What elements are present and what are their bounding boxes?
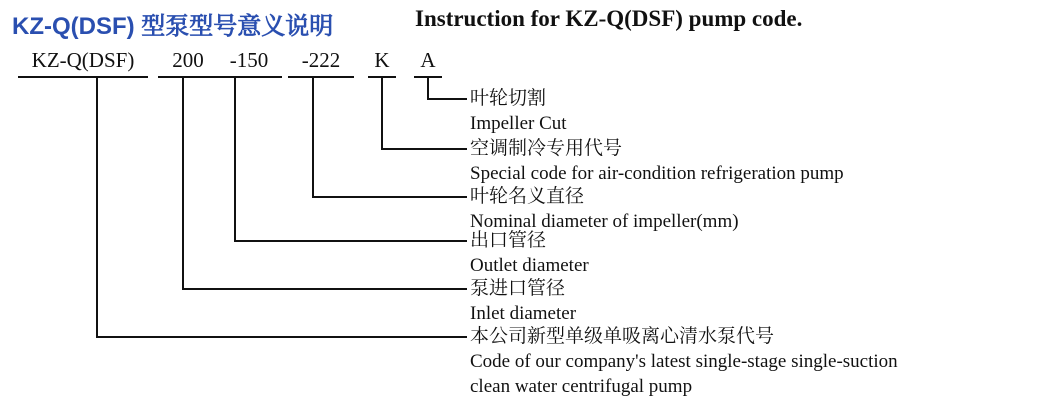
- leader-vline-nominal-diameter: [312, 76, 314, 198]
- callout-impeller-cut: [470, 86, 567, 136]
- page-title-en: Instruction for KZ-Q(DSF) pump code.: [415, 6, 803, 31]
- code-token-underline-inlet: [158, 76, 218, 78]
- callout-inlet-diameter-cn: 泵进口管径: [470, 278, 566, 299]
- callout-nominal-diameter-cn: 叶轮名义直径: [470, 186, 585, 207]
- callout-outlet-diameter-cn: 出口管径: [470, 230, 547, 251]
- callout-company-code-cn: 本公司新型单级单吸离心清水泵代号: [470, 326, 775, 347]
- leader-hline-impeller-cut: [427, 98, 467, 100]
- code-token-outlet: -150: [229, 48, 269, 72]
- leader-hline-special-code: [381, 148, 467, 150]
- callout-special-code-en: Special code for air-condition refrigeration pump: [470, 163, 844, 184]
- code-token-inlet: 200: [172, 48, 204, 72]
- leader-hline-outlet-diameter: [234, 240, 467, 242]
- callout-impeller-cut-cn: 叶轮切割: [470, 88, 547, 109]
- callout-nominal-diameter-en: Nominal diameter of impeller(mm): [470, 211, 739, 232]
- callout-company-code: [470, 324, 898, 399]
- leader-hline-company-code: [96, 336, 467, 338]
- callout-nominal-diameter: [470, 184, 739, 234]
- code-token-underline-outlet: [216, 76, 282, 78]
- callout-impeller-cut-en: Impeller Cut: [470, 113, 567, 134]
- code-token-model: KZ-Q(DSF): [31, 48, 135, 72]
- callout-special-code-cn: 空调制冷专用代号: [470, 138, 623, 159]
- callout-outlet-diameter: [470, 228, 589, 278]
- callout-company-code-en-line2: clean water centrifugal pump: [470, 376, 693, 397]
- code-token-special: K: [374, 48, 390, 72]
- code-token-underline-impeller: [288, 76, 354, 78]
- callout-inlet-diameter: [470, 276, 576, 326]
- callout-inlet-diameter-en: Inlet diameter: [470, 303, 577, 324]
- leader-vline-inlet-diameter: [182, 76, 184, 290]
- code-token-impeller: -222: [301, 48, 341, 72]
- callout-special-code: [470, 136, 844, 186]
- leader-vline-special-code: [381, 76, 383, 150]
- leader-vline-outlet-diameter: [234, 76, 236, 242]
- leader-vline-impeller-cut: [427, 76, 429, 100]
- leader-hline-inlet-diameter: [182, 288, 467, 290]
- code-token-cut: A: [420, 48, 436, 72]
- leader-hline-nominal-diameter: [312, 196, 467, 198]
- callout-company-code-en-line1: Code of our company's latest single-stage single-suction: [470, 351, 898, 372]
- leader-vline-company-code: [96, 76, 98, 338]
- page-title-cn: KZ-Q(DSF) 型泵型号意义说明: [12, 13, 334, 40]
- code-token-underline-model: [18, 76, 148, 78]
- callout-outlet-diameter-en: Outlet diameter: [470, 255, 589, 276]
